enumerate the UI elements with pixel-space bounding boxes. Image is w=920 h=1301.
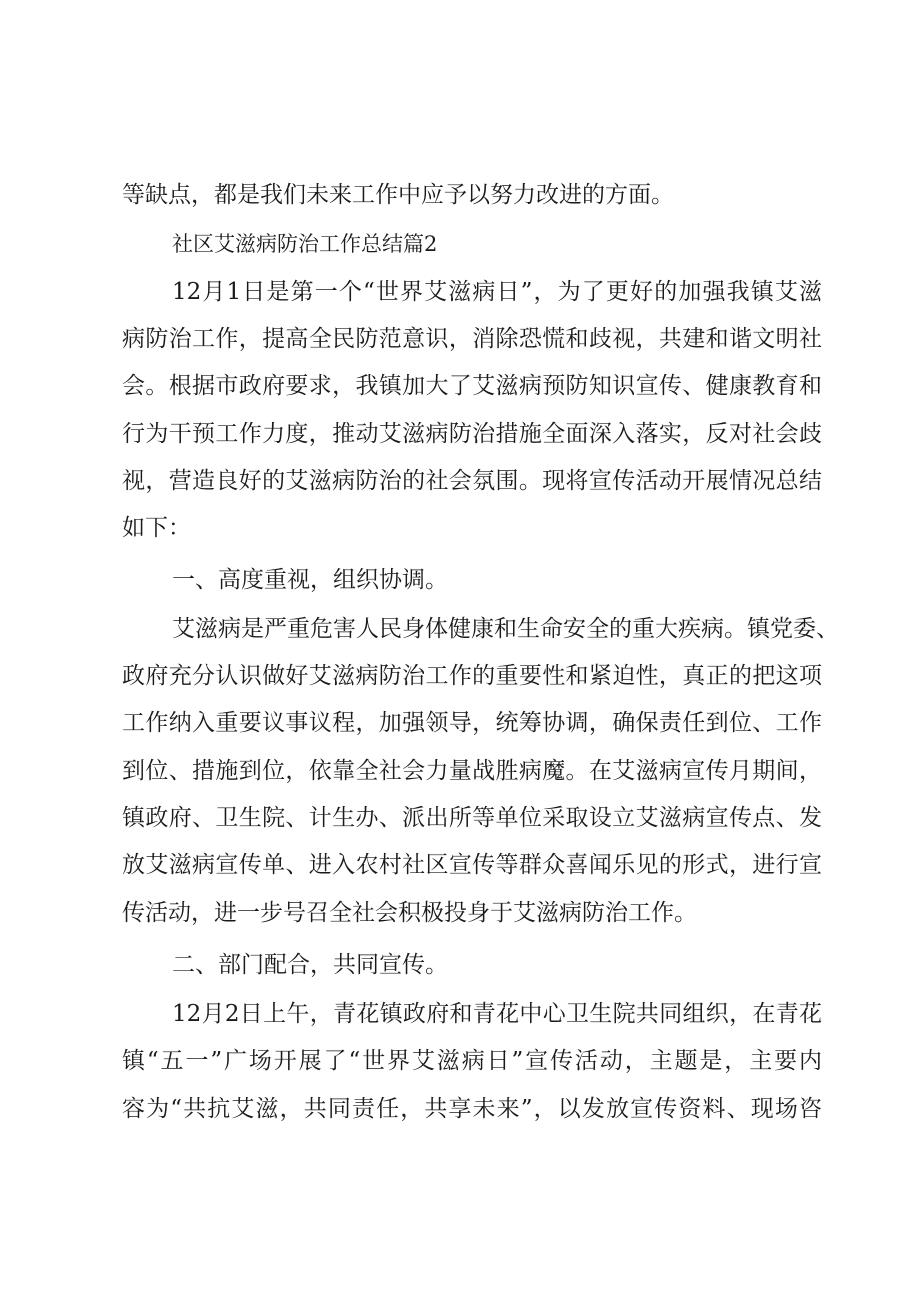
paragraph-line: 如下： (122, 515, 191, 541)
paragraph-line: 传活动，进一步号召全社会积极投身于艾滋病防治工作。 (122, 900, 697, 926)
paragraph-line: 视，营造良好的艾滋病防治的社会氛围。现将宣传活动开展情况总结 (122, 468, 822, 494)
paragraph-line: 艾滋病是严重危害人民身体健康和生命安全的重大疾病。镇党委、 (172, 616, 839, 642)
heading-1: 一、高度重视，组织协调。 (172, 567, 448, 593)
section-title: 社区艾滋病防治工作总结篇2 (172, 232, 438, 256)
paragraph-line: 行为干预工作力度，推动艾滋病防治措施全面深入落实，反对社会歧 (122, 421, 822, 447)
paragraph-line: 放艾滋病宣传单、进入农村社区宣传等群众喜闻乐见的形式，进行宣 (122, 852, 822, 878)
paragraph-line: 镇“五一”广场开展了“世界艾滋病日”宣传活动，主题是，主要内 (122, 1048, 822, 1074)
paragraph-line: 到位、措施到位，依靠全社会力量战胜病魔。在艾滋病宣传月期间， (122, 758, 822, 784)
paragraph-line: 容为“共抗艾滋，共同责任，共享未来”，以发放宣传资料、现场咨 (122, 1096, 822, 1122)
paragraph-line: 12月2日上午，青花镇政府和青花中心卫生院共同组织，在青花 (172, 1001, 822, 1027)
paragraph-line: 12月1日是第一个“世界艾滋病日”，为了更好的加强我镇艾滋 (172, 279, 822, 305)
paragraph-line: 病防治工作，提高全民防范意识，消除恐慌和歧视，共建和谐文明社 (122, 326, 822, 352)
heading-2: 二、部门配合，共同宣传。 (172, 952, 448, 978)
paragraph-line: 会。根据市政府要求，我镇加大了艾滋病预防知识宣传、健康教育和 (122, 373, 822, 399)
paragraph-line: 镇政府、卫生院、计生办、派出所等单位采取设立艾滋病宣传点、发 (122, 805, 822, 831)
paragraph-line: 政府充分认识做好艾滋病防治工作的重要性和紧迫性，真正的把这项 (122, 663, 822, 689)
paragraph-line: 等缺点，都是我们未来工作中应予以努力改进的方面。 (122, 182, 674, 208)
paragraph-line: 工作纳入重要议事议程，加强领导，统筹协调，确保责任到位、工作 (122, 710, 822, 736)
